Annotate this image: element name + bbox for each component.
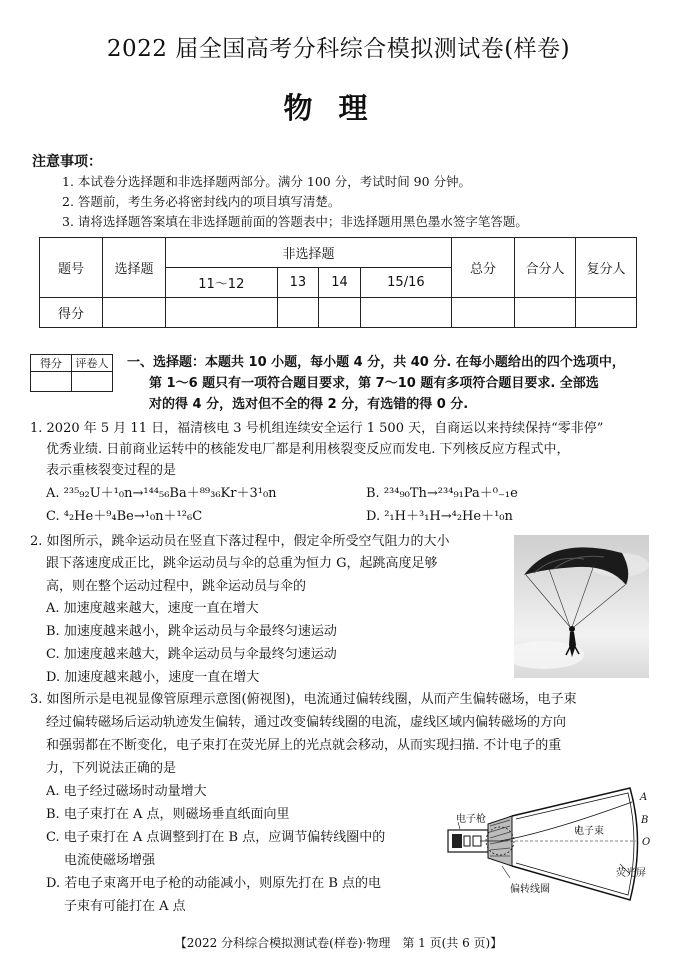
question-1-option-d[interactable]: D. ²₁H＋³₁H→⁴₂He＋¹₀n: [366, 509, 513, 524]
grader-pingjuanren: 评卷人: [72, 355, 113, 372]
question-3-text: 和强弱都在不断变化，电子束打在荧光屏上的光点就会移动，从而实现扫描. 不计电子的重: [46, 738, 562, 753]
question-1-text: 表示重核裂变过程的是: [46, 463, 177, 478]
header-col-13: 13: [277, 268, 319, 298]
question-3-option-d-cont: 子束有可能打在 A 点: [64, 899, 186, 914]
header-tihao: 题号: [40, 238, 103, 298]
row-defen: 得分: [40, 298, 103, 328]
section-instruction: 第 1～6 题只有一项符合题目要求，第 7～10 题有多项符合题目要求. 全部选: [149, 376, 599, 391]
question-3-option-c-cont: 电流使磁场增强: [64, 853, 156, 868]
header-fufenren: 复分人: [576, 238, 637, 298]
question-1-text: 1. 2020 年 5 月 11 日，福清核电 3 号机组连续安全运行 1 500 天，自商运以来持续保持“零非停”: [30, 421, 604, 436]
score-cell[interactable]: [452, 298, 515, 328]
label-point-b: B: [641, 815, 649, 826]
question-1-text: 优秀业绩. 日前商业运转中的核能发电厂都是利用核裂变反应而发电. 下列核反应方程式中，: [46, 442, 570, 457]
question-2-option-d[interactable]: D. 加速度越来越小，速度一直在增大: [46, 670, 260, 685]
score-table: [39, 237, 637, 328]
question-3-option-a[interactable]: A. 电子经过磁场时动量增大: [46, 784, 207, 799]
question-2-option-c[interactable]: C. 加速度越来越大，跳伞运动员与伞最终匀速运动: [46, 647, 337, 662]
label-screen: 荧光屏: [616, 868, 646, 879]
notice-item: 2. 答题前，考生务必将密封线内的项目填写清楚。: [62, 194, 341, 209]
score-cell[interactable]: [166, 298, 278, 328]
crt-diagram: [440, 782, 660, 910]
grader-defen: 得分: [31, 355, 72, 372]
parachute-photo: [514, 535, 649, 678]
grader-cell[interactable]: [31, 372, 72, 392]
question-3-text: 力，下列说法正确的是: [46, 761, 177, 776]
question-3-text: 3. 如图所示是电视显像管原理示意图(俯视图)，电流通过偏转线圈，从而产生偏转磁场，电子束: [30, 692, 577, 707]
notice-item: 3. 请将选择题答案填在非选择题前面的答题表中；非选择题用黑色墨水签字笔答题。: [62, 214, 528, 229]
question-2-option-b[interactable]: B. 加速度越来越小，跳伞运动员与伞最终匀速运动: [46, 624, 337, 639]
score-cell[interactable]: [103, 298, 166, 328]
question-1-option-a[interactable]: A. ²³⁵₉₂U＋¹₀n→¹⁴⁴₅₆Ba＋⁸⁹₃₆Kr＋3¹₀n: [46, 486, 277, 501]
header-col-15-16: 15/16: [360, 268, 451, 298]
header-col-11-12: 11～12: [166, 268, 278, 298]
question-1-option-c[interactable]: C. ⁴₂He＋⁹₄Be→¹₀n＋¹²₆C: [46, 509, 203, 524]
label-coil: 偏转线圈: [510, 884, 550, 895]
question-2-text: 跟下落速度成正比，跳伞运动员与伞的总重为恒力 G，起跳高度足够: [46, 556, 438, 571]
header-feixuanze: 非选择题: [166, 238, 452, 268]
label-point-o: O: [642, 837, 651, 848]
section-instruction: 对的得 4 分，选对但不全的得 2 分，有选错的得 0 分.: [149, 397, 469, 412]
score-cell[interactable]: [319, 298, 361, 328]
header-col-14: 14: [319, 268, 361, 298]
header-hefenren: 合分人: [515, 238, 576, 298]
question-2-option-a[interactable]: A. 加速度越来越大，速度一直在增大: [46, 601, 259, 616]
question-2-text: 2. 如图所示，跳伞运动员在竖直下落过程中，假定伞所受空气阻力的大小: [30, 534, 450, 549]
label-electron-beam: 电子束: [574, 826, 604, 837]
question-3-option-c[interactable]: C. 电子束打在 A 点调整到打在 B 点，应调节偏转线圈中的: [46, 830, 386, 845]
grader-cell[interactable]: [72, 372, 113, 392]
question-1-option-b[interactable]: B. ²³⁴₉₀Th→²³⁴₉₁Pa＋⁰₋₁e: [366, 486, 518, 501]
question-3-option-b[interactable]: B. 电子束打在 A 点，则磁场垂直纸面向里: [46, 807, 290, 822]
question-3-text: 经过偏转磁场后运动轨迹发生偏转，通过改变偏转线圈的电流，虚线区域内偏转磁场的方向: [46, 715, 567, 730]
subject-title: 物理: [283, 91, 394, 125]
notice-item: 1. 本试卷分选择题和非选择题两部分。满分 100 分，考试时间 90 分钟。: [62, 174, 472, 189]
page-footer: 【2022 分科综合模拟测试卷(样卷)·物理 第 1 页(共 6 页)】: [174, 936, 503, 950]
header-xuanze: 选择题: [103, 238, 166, 298]
score-cell[interactable]: [576, 298, 637, 328]
section-instruction: 一、选择题：本题共 10 小题，每小题 4 分，共 40 分. 在每小题给出的四个选项中，: [127, 355, 625, 370]
score-cell[interactable]: [277, 298, 319, 328]
score-cell[interactable]: [515, 298, 576, 328]
parachutist-icon: [514, 535, 649, 678]
question-2-text: 高，则在整个运动过程中，跳伞运动员与伞的: [46, 579, 307, 594]
header-zongfen: 总分: [452, 238, 515, 298]
label-point-a: A: [640, 792, 648, 803]
exam-title: 2022 届全国高考分科综合模拟测试卷(样卷): [106, 36, 571, 62]
crt-tube-icon: [440, 782, 660, 910]
notice-heading: 注意事项：: [32, 154, 102, 170]
grader-table: [30, 354, 113, 392]
question-3-option-d[interactable]: D. 若电子束离开电子枪的动能减小，则原先打在 B 点的电: [46, 876, 382, 891]
label-electron-gun: 电子枪: [456, 814, 486, 825]
score-cell[interactable]: [360, 298, 451, 328]
